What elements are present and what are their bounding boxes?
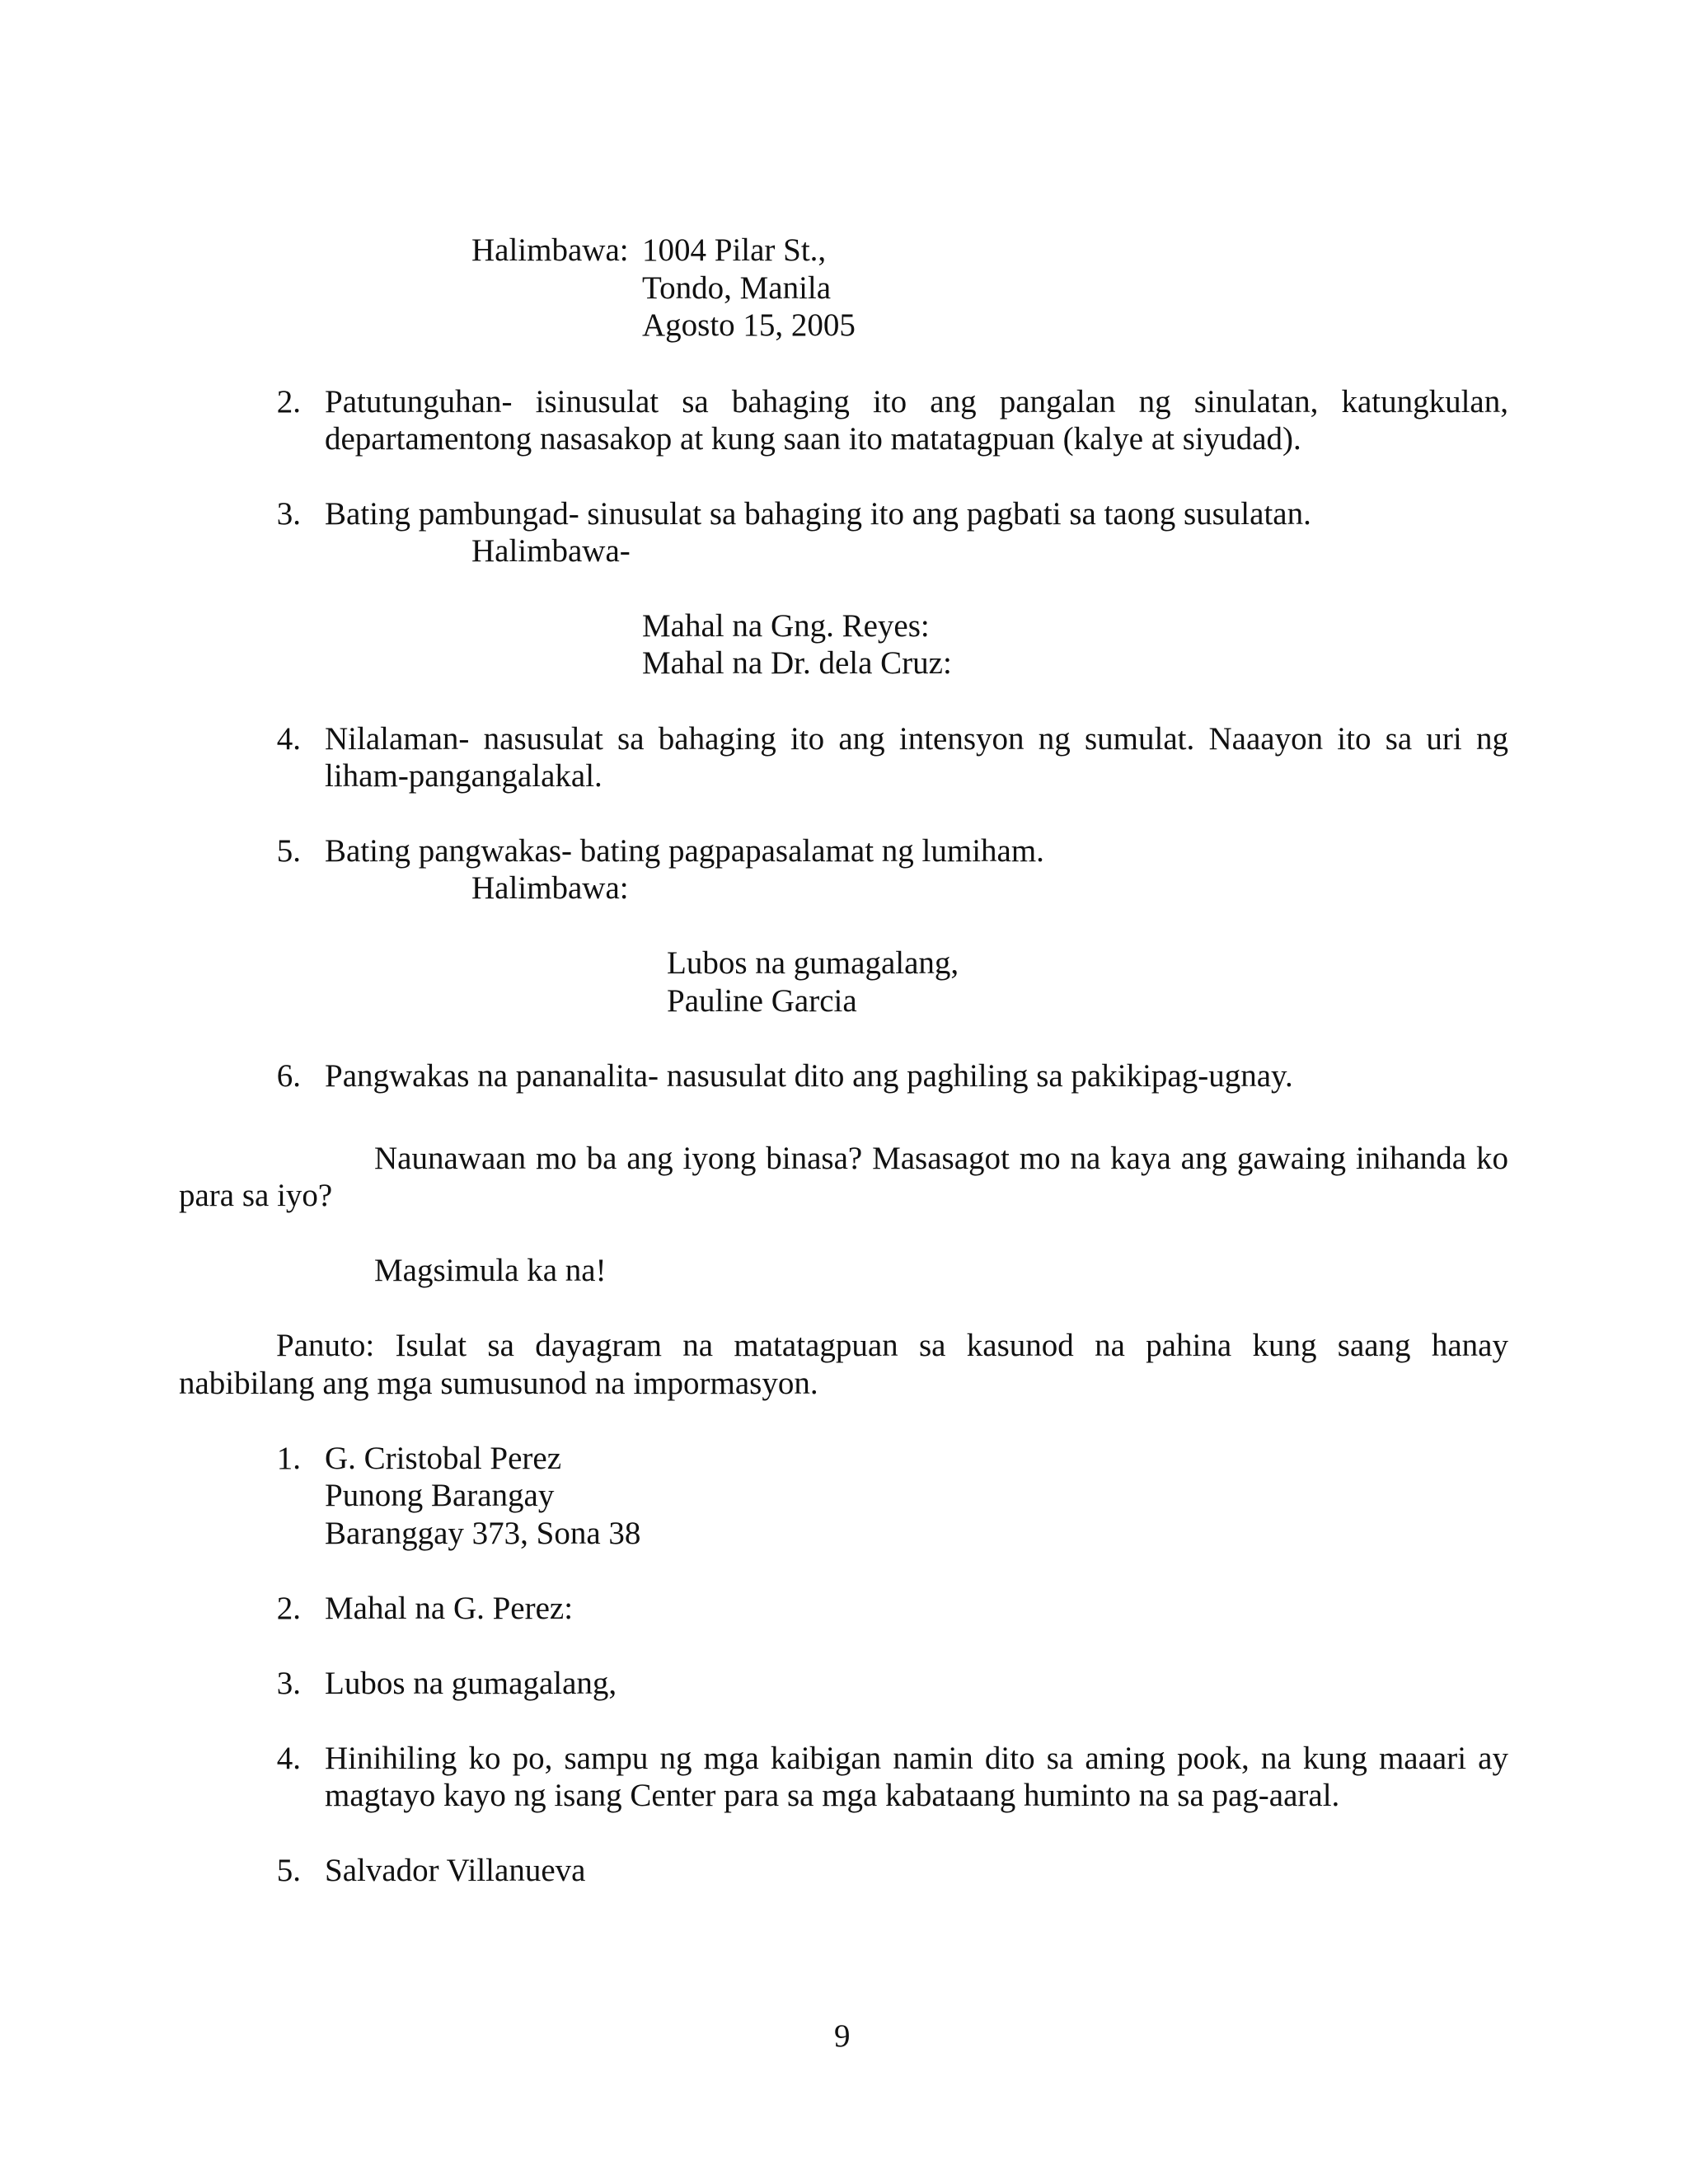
example-label: Halimbawa: [471,232,629,268]
item-text: Punong Barangay [325,1478,555,1513]
item-text: Baranggay 373, Sona 38 [325,1516,641,1551]
item-text: Lubos na gumagalang, [325,1666,617,1701]
item-number: 1. [276,1441,301,1476]
date-line: Agosto 15, 2005 [642,307,856,343]
item-text: magtayo kayo ng isang Center para sa mga kabataang huminto na sa pag-aaral. [325,1778,1340,1813]
example-label: Halimbawa: [471,870,629,906]
start-text: Magsimula ka na! [374,1253,607,1288]
item-text: Nilalaman- nasusulat sa bahaging ito ang intensyon ng sumulat. Naaayon ito sa uri ng [325,721,1508,757]
item-text: Mahal na G. Perez: [325,1591,574,1626]
example-label: Halimbawa- [471,533,631,569]
paragraph-line: Naunawaan mo ba ang iyong binasa? Masasagot mo na kaya ang gawaing inihanda ko [374,1141,1508,1176]
item-text: Pangwakas na pananalita- nasusulat dito ang paghiling sa pakikipag-ugnay. [325,1058,1293,1094]
paragraph-line: Panuto: Isulat sa dayagram na matatagpuan sa kasunod na pahina kung saang hanay [276,1328,1508,1363]
example-line: Lubos na gumagalang, [667,945,959,981]
example-line: Mahal na Gng. Reyes: [642,608,930,644]
paragraph-line: nabibilang ang mga sumusunod na impormasyon. [179,1366,818,1401]
item-text: liham-pangangalakal. [325,758,603,794]
example-line: Pauline Garcia [667,983,857,1019]
item-text: Bating pangwakas- bating pagpapasalamat ng lumiham. [325,833,1044,869]
page-number: 9 [834,2018,851,2054]
item-number: 2. [276,1591,301,1626]
item-number: 2. [276,384,301,419]
item-number: 6. [276,1058,301,1094]
item-number: 4. [276,721,301,757]
item-text: departamentong nasasakop at kung saan ito matatagpuan (kalye at siyudad). [325,421,1301,457]
item-number: 3. [276,496,301,532]
item-text: Patutunguhan- isinusulat sa bahaging ito ang pangalan ng sinulatan, katungkulan, [325,384,1508,419]
item-number: 5. [276,833,301,869]
paragraph-line: para sa iyo? [179,1178,333,1213]
item-text: Bating pambungad- sinusulat sa bahaging ito ang pagbati sa taong susulatan. [325,496,1311,532]
item-text: Hinihiling ko po, sampu ng mga kaibigan namin dito sa aming pook, na kung maaari ay [325,1741,1508,1776]
item-text: G. Cristobal Perez [325,1441,562,1476]
item-number: 3. [276,1666,301,1701]
item-number: 5. [276,1853,301,1888]
example-line: Mahal na Dr. dela Cruz: [642,645,952,681]
address-line: Tondo, Manila [642,270,832,306]
item-number: 4. [276,1741,301,1776]
item-text: Salvador Villanueva [325,1853,586,1888]
address-line: 1004 Pilar St., [642,232,827,268]
